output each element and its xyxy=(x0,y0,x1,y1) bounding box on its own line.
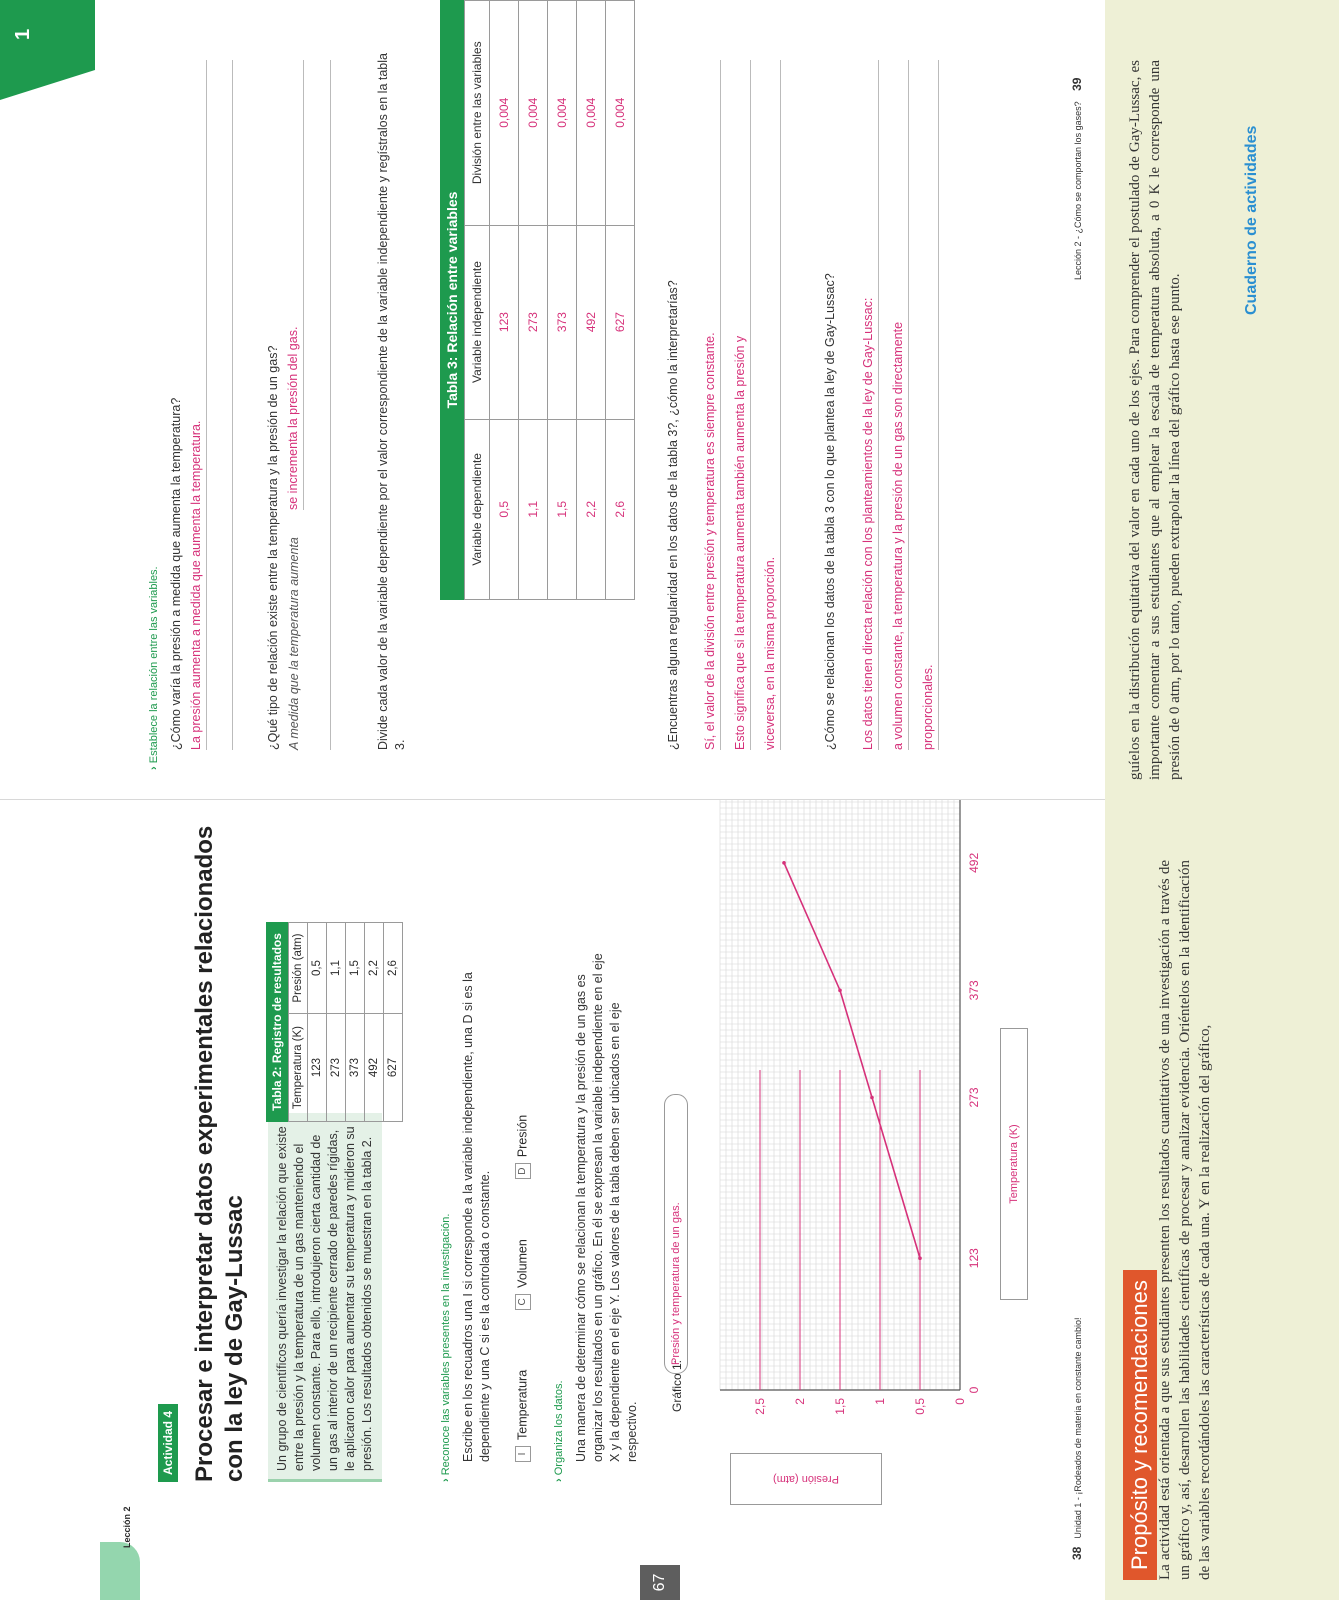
answer-2-prefix: A medida que la temperatura aumenta xyxy=(287,537,301,750)
guide-column-1: La actividad está orientada a que sus estudiantes presenten los resultados cuantitativos de una investigación a través de un gráfico y, así, desarrollen las habilidades científicas de procesar y analizar evidencia. Oriéntelos en la identificación de las variables recordándoles las características de cada una. Y en la realización del gráfico, xyxy=(1157,860,1213,1580)
chevron-right-icon: › xyxy=(440,1478,452,1482)
chevron-right-icon: › xyxy=(553,1478,565,1482)
answer-5-line-2[interactable]: a volumen constante, la temperatura y la presión de un gas son directamente xyxy=(888,60,909,750)
answer-line xyxy=(330,60,331,750)
question-4: ¿Encuentras alguna regularidad en los datos de la tabla 3?, ¿cómo la interpretarías? xyxy=(666,280,680,750)
left-footer xyxy=(1070,1318,1084,1561)
table-cell[interactable]: 123 xyxy=(490,225,519,419)
data-point xyxy=(782,861,786,865)
lesson-tab-decoration xyxy=(100,1542,140,1600)
y-tick-label: 0,5 xyxy=(913,1398,927,1415)
check-label: Presión xyxy=(515,1114,530,1158)
table-cell: 1,1 xyxy=(327,923,346,1014)
left-page xyxy=(0,800,1105,1600)
table-cell: 492 xyxy=(365,1014,384,1122)
table-row xyxy=(346,923,365,1122)
table-cell[interactable]: 2,2 xyxy=(577,419,606,599)
section-heading-text: Reconoce las variables presentes en la investigación. xyxy=(440,1213,452,1476)
table-row xyxy=(490,1,519,600)
page-number: 39 xyxy=(1070,77,1084,91)
table-header: Presión (atm) xyxy=(289,923,308,1014)
activity-book-link[interactable]: Cuaderno de actividades xyxy=(1243,125,1260,315)
question-2: ¿Qué tipo de relación existe entre la temperatura y la presión de un gas? xyxy=(266,345,280,750)
table-cell: 123 xyxy=(308,1014,327,1122)
table-header: Variable independiente xyxy=(465,225,490,419)
section-heading-data xyxy=(553,1380,565,1482)
data-point xyxy=(918,1256,922,1260)
relation-table xyxy=(440,0,635,600)
activity-badge: Actividad 4 xyxy=(158,1404,178,1482)
x-tick-label: 273 xyxy=(967,1087,981,1108)
unit-tab-number: 1 xyxy=(12,28,34,40)
table-cell[interactable]: 0,004 xyxy=(577,1,606,226)
table-cell[interactable]: 2,6 xyxy=(606,419,635,599)
section-heading-relation xyxy=(148,566,160,770)
question-3: Divide cada valor de la variable dependiente por el valor correspondiente de la variable independiente y regístralos en la tabla 3. xyxy=(376,53,407,750)
table-header: Temperatura (K) xyxy=(289,1014,308,1122)
x-tick-label: 373 xyxy=(967,980,981,1001)
footer-text: Lección 2 - ¿Cómo se comportan los gases? xyxy=(1073,101,1083,280)
check-temperatura[interactable] xyxy=(515,1370,531,1462)
table-header: Variable dependiente xyxy=(465,419,490,599)
x-tick-label: 492 xyxy=(967,852,981,873)
table-row xyxy=(519,1,548,600)
answer-4-line-1[interactable]: Sí, el valor de la división entre presión y temperatura es siempre constante. xyxy=(700,60,721,750)
table-row xyxy=(384,923,403,1122)
answer-box[interactable]: I xyxy=(515,1446,531,1462)
guide-column-2: guíelos en la distribución equitativa del valor en cada uno de los ejes. Para comprender el postulado de Gay-Lussac, es importante comentar a sus estudiantes que al emplear la escala de temperatura absoluta, a 0 K le corresponde una presión de 0 atm, por lo tanto, pueden extrapolar la línea del gráfico hasta ese punto. xyxy=(1127,60,1183,780)
graph-xlabel-field[interactable]: Temperatura (K) xyxy=(1000,1028,1028,1300)
section-heading-text: Establece la relación entre las variables. xyxy=(148,566,160,764)
table-cell[interactable]: 1,1 xyxy=(519,419,548,599)
data-point xyxy=(870,1096,874,1100)
table-row xyxy=(606,1,635,600)
intro-paragraph: Un grupo de científicos quería investigar la relación que existe entre la presión y la temperatura de un gas manteniendo el volumen constante. Para ello, introdujeron cierta cantidad de un gas al interior de un recipiente cerrado de paredes rígidas, le aplicaron calor para aumentar su temperatura y midieron su presión. Los resultados obtenidos se muestran en la tabla 2. xyxy=(268,1113,382,1482)
answer-line xyxy=(232,60,233,750)
y-tick-label: 0 xyxy=(953,1398,967,1405)
table-header: División entre las variables xyxy=(465,1,490,226)
table-cell: 1,5 xyxy=(346,923,365,1014)
right-footer xyxy=(1070,70,1084,280)
table-cell[interactable]: 0,004 xyxy=(490,1,519,226)
table-cell[interactable]: 373 xyxy=(548,225,577,419)
graph-ylabel: Presión (atm) xyxy=(772,1473,840,1485)
answer-1[interactable]: La presión aumenta a medida que aumenta la temperatura. xyxy=(186,60,207,750)
table-cell[interactable]: 0,004 xyxy=(606,1,635,226)
chevron-right-icon: › xyxy=(148,766,160,770)
answer-2[interactable]: se incrementa la presión del gas. xyxy=(283,60,304,510)
table-row xyxy=(365,923,384,1122)
relation-table-caption: Tabla 3: Relación entre variables xyxy=(440,0,464,600)
table-cell[interactable]: 0,004 xyxy=(548,1,577,226)
table-cell[interactable]: 627 xyxy=(606,225,635,419)
instruction-variables: Escribe en los recuadros una I si corresponde a la variable independiente, una D si es la dependiente y una C si es la controlada o constante. xyxy=(461,972,492,1462)
footer-text: Unidad 1 - ¡Rodeados de materia en constante cambio! xyxy=(1073,1317,1083,1539)
data-point xyxy=(838,989,842,993)
y-tick-label: 2,5 xyxy=(753,1398,767,1415)
page-title: Procesar e interpretar datos experimentales relacionados con la ley de Gay-Lussac xyxy=(191,825,248,1482)
table-cell[interactable]: 0,5 xyxy=(490,419,519,599)
question-1: ¿Cómo varía la presión a medida que aumenta la temperatura? xyxy=(169,397,183,750)
table-cell: 627 xyxy=(384,1014,403,1122)
check-label: Volumen xyxy=(515,1239,530,1288)
results-table xyxy=(266,922,403,1122)
y-tick-label: 1 xyxy=(873,1398,887,1405)
x-tick-label: 0 xyxy=(967,1386,981,1394)
answer-4-line-3[interactable]: viceversa, en la misma proporción. xyxy=(760,60,781,750)
table-row xyxy=(548,1,577,600)
check-volumen[interactable] xyxy=(515,1239,531,1310)
answer-box[interactable]: C xyxy=(515,1294,531,1310)
instruction-graph: Una manera de determinar cómo se relacionan la temperatura y la presión de un gas es organizar los resultados en un gráfico. En él se expresan la variable independiente en el eje X y la dependiente en el eje Y. Los valores de la tabla deben ser ubicados en el eje respectivo. xyxy=(574,953,639,1462)
teacher-guide xyxy=(1105,0,1339,1600)
answer-4-line-2[interactable]: Esto significa que si la temperatura aumenta también aumenta la presión y xyxy=(730,60,751,750)
table-row xyxy=(327,923,346,1122)
answer-5-line-1[interactable]: Los datos tienen directa relación con los planteamientos de la ley de Gay-Lussac: xyxy=(858,60,879,750)
table-cell[interactable]: 0,004 xyxy=(519,1,548,226)
pressure-temperature-chart xyxy=(700,750,1000,1450)
table-cell[interactable]: 273 xyxy=(519,225,548,419)
table-row xyxy=(577,1,606,600)
page-badge: 67 xyxy=(640,1565,680,1600)
section-heading-variables xyxy=(440,1214,452,1482)
graph-ylabel-field[interactable] xyxy=(730,1453,882,1505)
check-label: Temperatura xyxy=(515,1369,530,1440)
variable-checkbox-row xyxy=(515,962,531,1462)
y-tick-label: 2 xyxy=(793,1398,807,1405)
graph-title-field[interactable]: Presión y temperatura de un gas. xyxy=(664,1094,688,1374)
answer-box[interactable]: D xyxy=(515,1163,531,1179)
table-cell: 2,2 xyxy=(365,923,384,1014)
table-cell: 0,5 xyxy=(308,923,327,1014)
section-heading-text: Organiza los datos. xyxy=(553,1380,565,1476)
table-cell: 373 xyxy=(346,1014,365,1122)
x-tick-label: 123 xyxy=(967,1248,981,1269)
check-presion[interactable] xyxy=(515,1115,531,1179)
answer-5-line-3[interactable]: proporcionales. xyxy=(918,60,939,750)
table-cell: 273 xyxy=(327,1014,346,1122)
lesson-label: Lección 2 xyxy=(122,1506,132,1548)
results-table-caption: Tabla 2: Registro de resultados xyxy=(266,922,288,1122)
table-cell[interactable]: 1,5 xyxy=(548,419,577,599)
question-5: ¿Cómo se relacionan los datos de la tabla 3 con lo que plantea la ley de Gay-Lussac? xyxy=(823,273,837,750)
y-tick-label: 1,5 xyxy=(833,1398,847,1415)
table-cell[interactable]: 492 xyxy=(577,225,606,419)
table-cell: 2,6 xyxy=(384,923,403,1014)
page-number: 38 xyxy=(1070,1546,1084,1560)
graph-label: Gráfico 1: xyxy=(670,1359,684,1412)
table-row xyxy=(308,923,327,1122)
guide-title: Propósito y recomendaciones xyxy=(1123,1270,1157,1580)
